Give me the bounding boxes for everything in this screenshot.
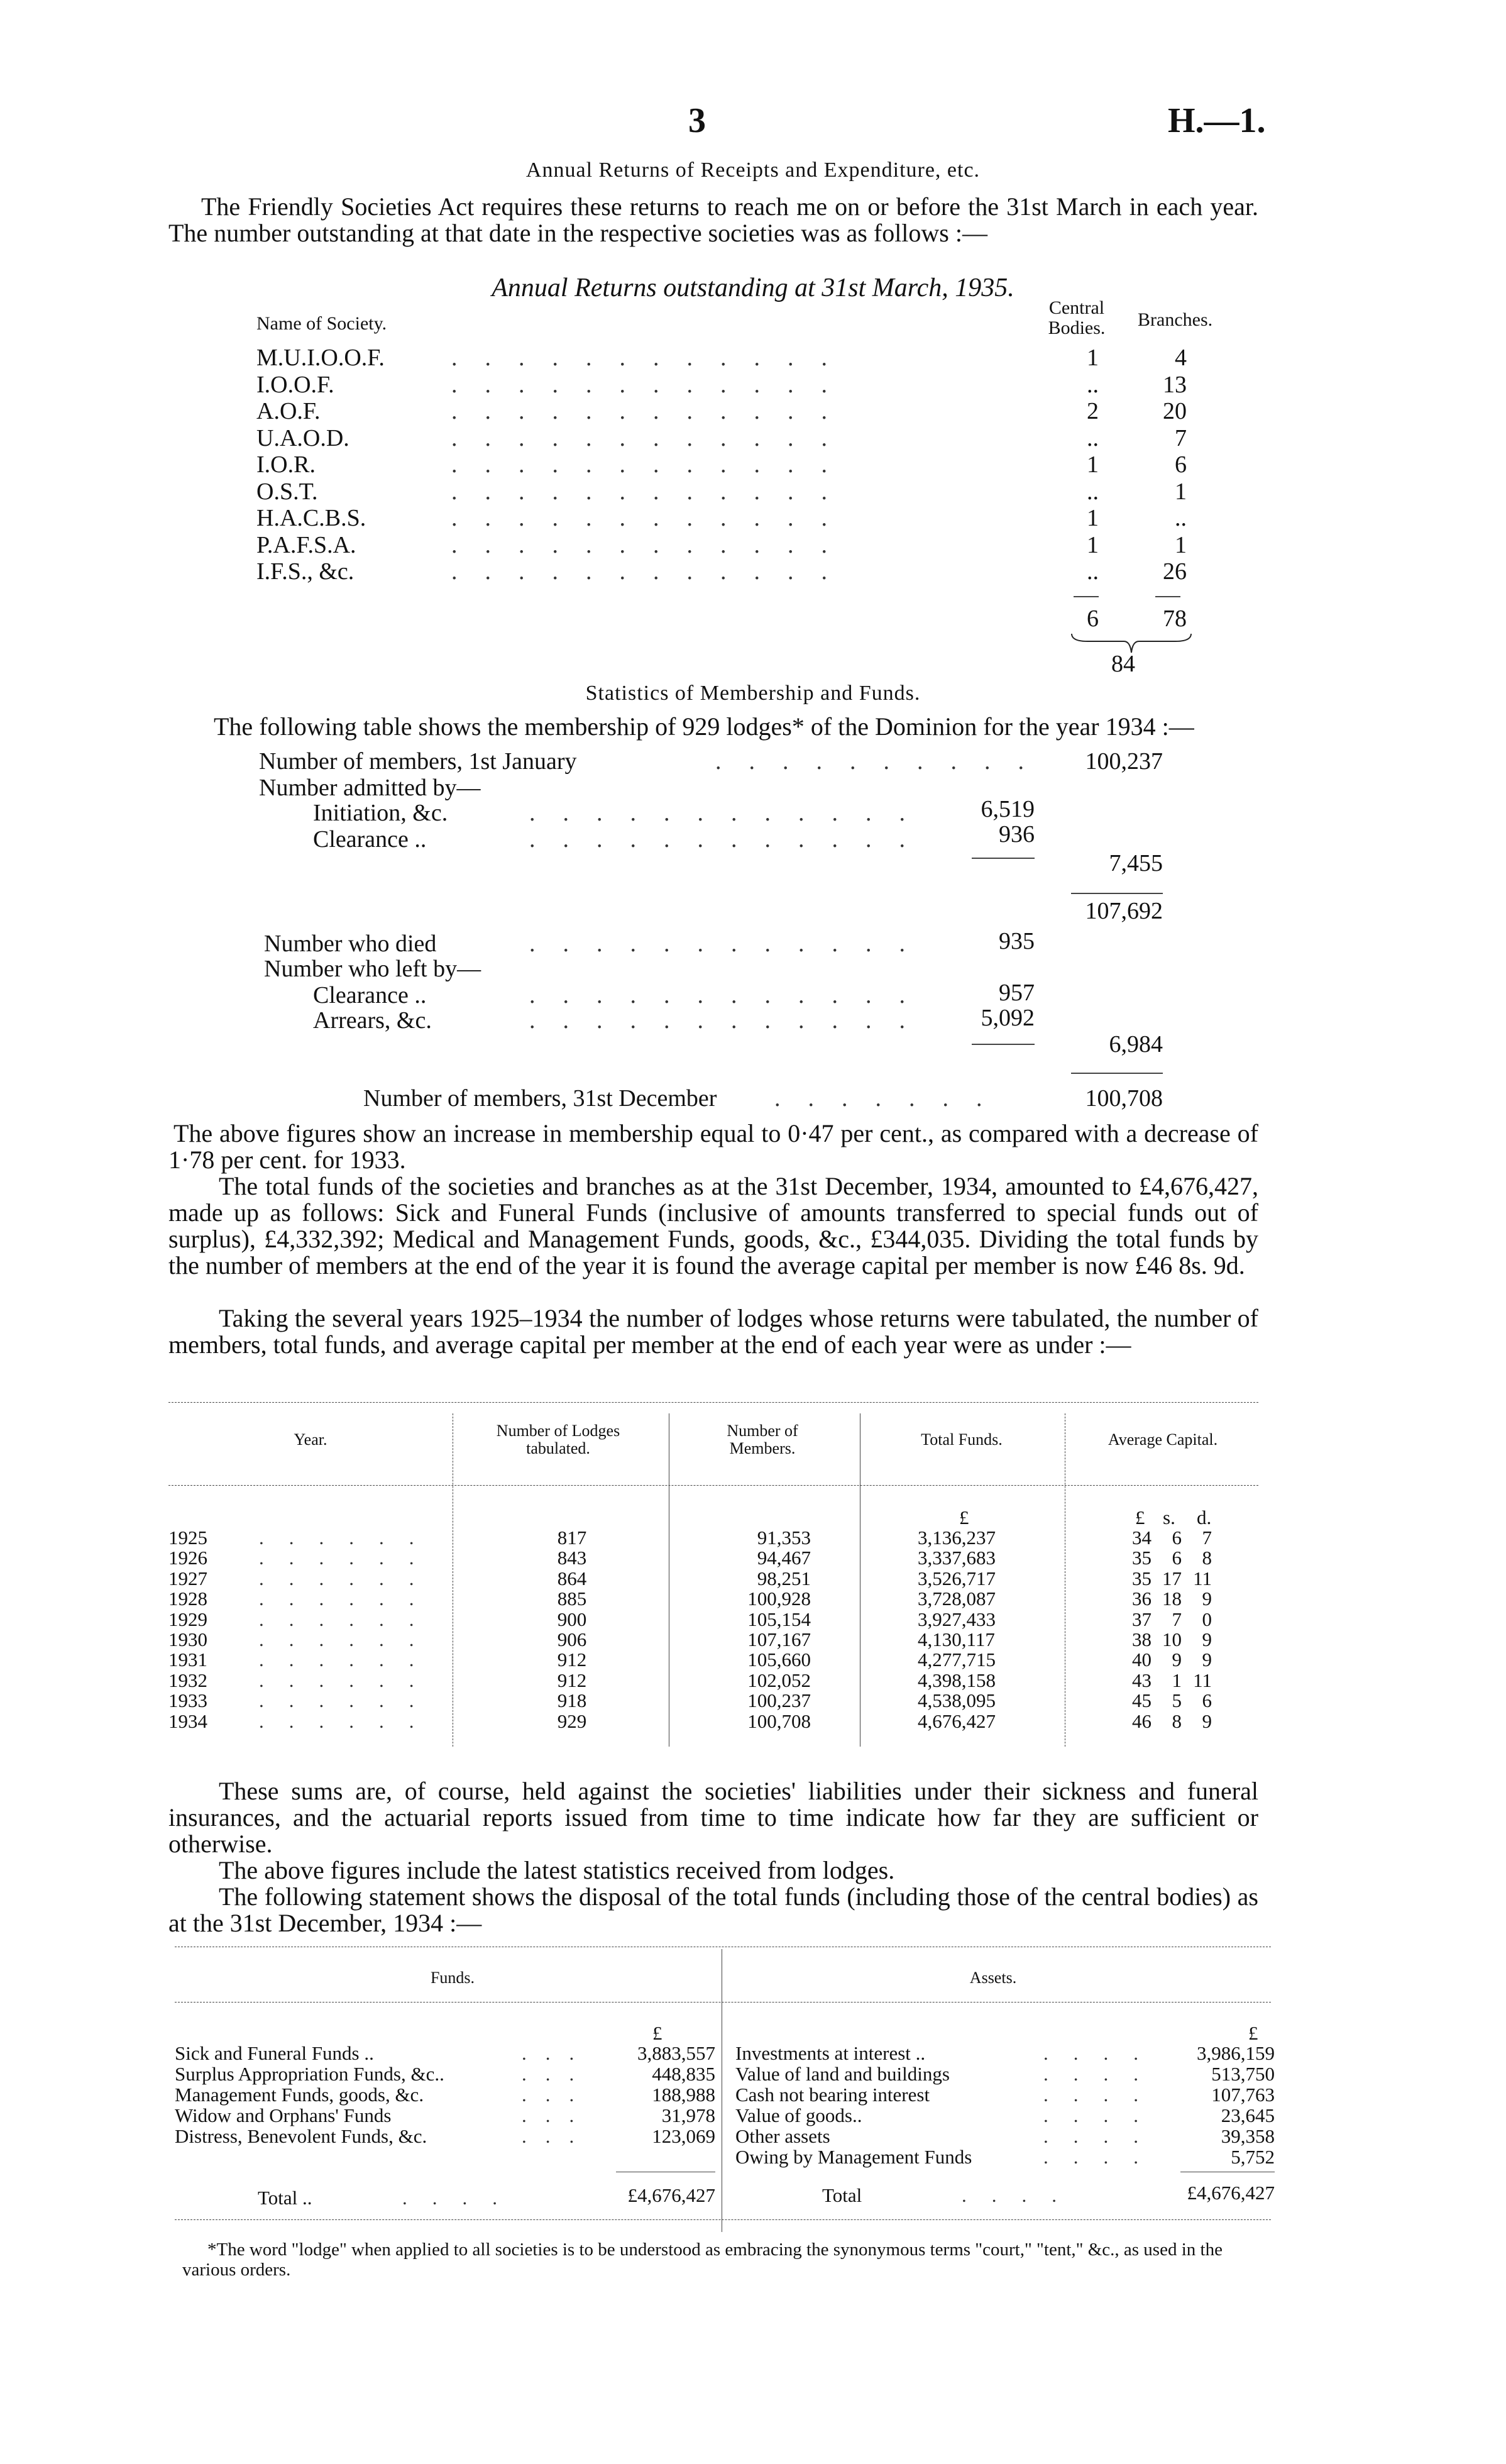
funds-cell: 4,398,158 (918, 1669, 996, 1691)
arrears-value: 5,092 (981, 1005, 1035, 1031)
capital-pounds-cell: 43 (1132, 1669, 1151, 1691)
dot-leader: ...... (259, 1608, 439, 1630)
funds-unit-col: £ (652, 2022, 662, 2044)
dot-leader: ............ (451, 371, 855, 398)
col-header-central: Central Bodies. (1048, 297, 1106, 338)
years-header-funds: Total Funds. (921, 1430, 1003, 1449)
clearance-out-label: Clearance .. (313, 982, 427, 1008)
dot-leader: ...... (259, 1710, 439, 1732)
initiation-value: 6,519 (981, 796, 1035, 822)
returns-row-branches: 26 (1163, 558, 1187, 585)
assets-total-value: £4,676,427 (1187, 2182, 1275, 2204)
asset-value: 107,763 (1211, 2084, 1275, 2106)
died-value: 935 (999, 928, 1035, 954)
funds-total-label: Total .. (258, 2187, 312, 2209)
asset-value: 5,752 (1231, 2146, 1275, 2168)
years-header-lodges: Number of Lodges tabulated. (496, 1422, 620, 1457)
returns-row-name: U.A.O.D. (256, 424, 349, 451)
dot-leader: ............ (451, 398, 855, 424)
returns-row-name: I.F.S., &c. (256, 558, 355, 585)
capital-pence-cell: 9 (1202, 1710, 1212, 1732)
latest-paragraph: The above figures include the latest statistics received from lodges. (219, 1856, 895, 1884)
membership-intro: The following table shows the membership of 929 lodges* of the Dominion for the year 1934 :— (214, 712, 1194, 741)
members-cell: 98,251 (757, 1567, 811, 1589)
returns-row-name: H.A.C.B.S. (256, 505, 366, 531)
lodges-cell: 912 (557, 1669, 587, 1691)
capital-shillings-cell: 5 (1172, 1689, 1182, 1712)
fund-value: 448,835 (652, 2063, 715, 2085)
capital-pence-cell: 9 (1202, 1588, 1212, 1610)
funds-cell: 3,526,717 (918, 1567, 996, 1589)
subtotal-value: 107,692 (1085, 898, 1163, 924)
returns-row-branches: 1 (1175, 478, 1187, 505)
capital-pence-cell: 11 (1193, 1567, 1212, 1589)
dot-leader: ............ (451, 531, 855, 558)
returns-row-central: 1 (1087, 345, 1099, 371)
returns-row-central: .. (1087, 424, 1099, 451)
members-cell: 105,154 (747, 1608, 811, 1630)
returns-row-branches: 1 (1175, 531, 1187, 558)
asset-label: Investments at interest .. (735, 2042, 926, 2064)
sums-paragraph: These sums are, of course, held against the societies' liabilities under their sickness and funeral insurances, and the actuarial reports issued from time to time indicate how far they are sufficient or otherwise. (168, 1777, 1258, 1858)
disposal-paragraph: The following statement shows the disposal of the total funds (including those of the central bodies) as at the 31st December, 1934 :— (168, 1882, 1258, 1937)
members-cell: 91,353 (757, 1527, 811, 1549)
funds-cell: 3,337,683 (918, 1547, 996, 1569)
capital-shillings-cell: 1 (1172, 1669, 1182, 1691)
years-header-capital: Average Capital. (1108, 1430, 1218, 1449)
admitted-label: Number admitted by— (259, 775, 481, 801)
lodges-cell: 817 (557, 1527, 587, 1549)
dot-leader: .... (1043, 2084, 1163, 2106)
capital-pence-cell: 11 (1193, 1669, 1212, 1691)
fund-label: Widow and Orphans' Funds (175, 2104, 392, 2126)
funds-cell: 3,136,237 (918, 1527, 996, 1549)
capital-pence-cell: 9 (1202, 1628, 1212, 1650)
returns-row-branches: 4 (1175, 345, 1187, 371)
returns-row-central: 1 (1087, 531, 1099, 558)
dot-leader: ............ (451, 424, 855, 451)
capital-shillings-cell: 7 (1172, 1608, 1182, 1630)
left-label: Number who left by— (264, 956, 481, 982)
dot-leader: ...... (259, 1588, 439, 1610)
asset-value: 23,645 (1221, 2104, 1275, 2126)
capital-pence-cell: 7 (1202, 1527, 1212, 1549)
capital-shillings-cell: 6 (1172, 1527, 1182, 1549)
section-title-annual-returns: Annual Returns of Receipts and Expenditure, etc. (525, 158, 981, 182)
dot-leader: ............ (451, 505, 855, 531)
died-label: Number who died (264, 931, 437, 957)
lodges-cell: 864 (557, 1567, 587, 1589)
lodges-cell: 843 (557, 1547, 587, 1569)
returns-row-branches: 7 (1175, 424, 1187, 451)
left-total: 6,984 (1109, 1031, 1163, 1058)
admitted-total: 7,455 (1109, 850, 1163, 876)
assets-unit-col: £ (1248, 2022, 1258, 2044)
year-cell: 1928 (168, 1588, 207, 1610)
asset-label: Value of land and buildings (735, 2063, 950, 2085)
years-paragraph: Taking the several years 1925–1934 the number of lodges whose returns were tabulated, the number of members, total funds, and average capital per member at the end of each year were as under :— (168, 1304, 1258, 1359)
asset-label: Cash not bearing interest (735, 2084, 930, 2106)
fund-label: Sick and Funeral Funds .. (175, 2042, 374, 2064)
returns-table-title: Annual Returns outstanding at 31st March, 1935. (492, 273, 1014, 302)
capital-shillings-cell: 8 (1172, 1710, 1182, 1732)
year-cell: 1927 (168, 1567, 207, 1589)
funds-header: Funds. (430, 1969, 475, 1987)
page-number: 3 (688, 101, 706, 140)
assets-header: Assets. (969, 1969, 1017, 1987)
clearance-in-label: Clearance .. (313, 826, 427, 853)
returns-row-central: 1 (1087, 451, 1099, 478)
dot-leader: .... (1043, 2104, 1163, 2126)
dot-leader: .... (1043, 2063, 1163, 2085)
returns-row-branches: 20 (1163, 398, 1187, 424)
dot-leader: .... (1043, 2042, 1163, 2064)
dot-leader: ............ (451, 345, 855, 371)
members-cell: 100,237 (747, 1689, 811, 1712)
clearance-out-value: 957 (999, 980, 1035, 1006)
members-dec-label: Number of members, 31st December (363, 1085, 717, 1112)
dot-leader: ... (522, 2042, 593, 2064)
returns-row-name: A.O.F. (256, 398, 321, 424)
returns-row-central: .. (1087, 478, 1099, 505)
members-cell: 94,467 (757, 1547, 811, 1569)
returns-row-name: O.S.T. (256, 478, 318, 505)
dot-leader: ...... (259, 1547, 439, 1569)
funds-cell: 3,728,087 (918, 1588, 996, 1610)
capital-pence-cell: 6 (1202, 1689, 1212, 1712)
lodges-cell: 906 (557, 1628, 587, 1650)
initiation-label: Initiation, &c. (313, 800, 448, 826)
capital-unit-pence: d. (1197, 1506, 1212, 1528)
members-cell: 100,928 (747, 1588, 811, 1610)
returns-row-branches: 6 (1175, 451, 1187, 478)
dot-leader: .... (1043, 2125, 1163, 2147)
fund-label: Distress, Benevolent Funds, &c. (175, 2125, 427, 2147)
capital-pounds-cell: 35 (1132, 1547, 1151, 1569)
col-header-name: Name of Society. (256, 313, 387, 334)
year-cell: 1925 (168, 1527, 207, 1549)
dot-leader: ... (522, 2084, 593, 2106)
capital-shillings-cell: 9 (1172, 1649, 1182, 1671)
capital-pence-cell: 8 (1202, 1547, 1212, 1569)
funds-cell: 3,927,433 (918, 1608, 996, 1630)
dot-leader: ............ (451, 478, 855, 505)
funds-paragraph: The total funds of the societies and branches as at the 31st December, 1934, amounted to £4,676,427, made up as follows: Sick and Funeral Funds (inclusive of amounts transferred to special funds out of surplus), £4,332,392; Medical and Management Funds, goods, &c., £344,035. Dividing the total funds by the number of members at the end of the year it is found the average capital per member is now £46 8s. 9d. (168, 1172, 1258, 1279)
funds-cell: 4,676,427 (918, 1710, 996, 1732)
capital-pounds-cell: 34 (1132, 1527, 1151, 1549)
lodges-cell: 918 (557, 1689, 587, 1712)
asset-value: 3,986,159 (1197, 2042, 1275, 2064)
members-dec-value: 100,708 (1085, 1085, 1163, 1112)
lodges-cell: 929 (557, 1710, 587, 1732)
assets-total-label: Total (822, 2184, 862, 2206)
dot-leader: ... (522, 2125, 593, 2147)
fund-label: Surplus Appropriation Funds, &c.. (175, 2063, 444, 2085)
arrears-label: Arrears, &c. (313, 1007, 432, 1034)
lodges-cell: 912 (557, 1649, 587, 1671)
returns-row-name: I.O.R. (256, 451, 316, 478)
increase-paragraph: The above figures show an increase in membership equal to 0·47 per cent., as compared with a decrease of 1·78 per cent. for 1933. (168, 1119, 1258, 1174)
fund-label: Management Funds, goods, &c. (175, 2084, 424, 2106)
returns-row-name: M.U.I.O.O.F. (256, 345, 385, 371)
capital-pounds-cell: 45 (1132, 1689, 1151, 1712)
asset-value: 39,358 (1221, 2125, 1275, 2147)
asset-label: Value of goods.. (735, 2104, 862, 2126)
dot-leader: ...... (259, 1628, 439, 1650)
funds-cell: 4,277,715 (918, 1649, 996, 1671)
members-jan-value: 100,237 (1085, 748, 1163, 775)
members-jan-label: Number of members, 1st January (259, 748, 577, 775)
returns-row-name: I.O.O.F. (256, 371, 334, 398)
year-cell: 1930 (168, 1628, 207, 1650)
capital-unit-shillings: s. (1163, 1506, 1175, 1528)
returns-row-branches: 13 (1163, 371, 1187, 398)
dot-leader: .... (1043, 2146, 1163, 2168)
funds-cell: 4,130,117 (918, 1628, 995, 1650)
total-branches: 78 (1163, 605, 1187, 632)
fund-value: 188,988 (652, 2084, 715, 2106)
asset-value: 513,750 (1211, 2063, 1275, 2085)
total-central: 6 (1087, 605, 1099, 632)
grand-total: 84 (1111, 651, 1135, 677)
dot-leader: ... (522, 2104, 593, 2126)
capital-pence-cell: 0 (1202, 1608, 1212, 1630)
dot-leader: ...... (259, 1649, 439, 1671)
dot-leader: ...... (259, 1669, 439, 1691)
year-cell: 1932 (168, 1669, 207, 1691)
members-cell: 100,708 (747, 1710, 811, 1732)
year-cell: 1934 (168, 1710, 207, 1732)
dot-leader: ............ (451, 558, 855, 585)
section-title-statistics: Statistics of Membership and Funds. (585, 682, 921, 705)
col-header-branches: Branches. (1138, 309, 1213, 330)
returns-row-central: 1 (1087, 505, 1099, 531)
years-header-year: Year. (294, 1430, 327, 1449)
fund-value: 3,883,557 (637, 2042, 715, 2064)
page-code: H.—1. (1168, 101, 1266, 140)
funds-total-value: £4,676,427 (627, 2184, 715, 2206)
capital-pounds-cell: 46 (1132, 1710, 1151, 1732)
capital-unit-pounds: £ (1135, 1506, 1145, 1528)
members-cell: 102,052 (747, 1669, 811, 1691)
capital-pounds-cell: 37 (1132, 1608, 1151, 1630)
year-cell: 1929 (168, 1608, 207, 1630)
lodges-cell: 900 (557, 1608, 587, 1630)
capital-pounds-cell: 38 (1132, 1628, 1151, 1650)
capital-shillings-cell: 10 (1162, 1628, 1182, 1650)
asset-label: Other assets (735, 2125, 830, 2147)
fund-value: 31,978 (661, 2104, 715, 2126)
fund-value: 123,069 (652, 2125, 715, 2147)
capital-pounds-cell: 40 (1132, 1649, 1151, 1671)
members-cell: 105,660 (747, 1649, 811, 1671)
intro-paragraph: The Friendly Societies Act requires these returns to reach me on or before the 31st March in each year. The number outstanding at that date in the respective societies was as follows :— (168, 192, 1258, 247)
dot-leader: ...... (259, 1567, 439, 1589)
footnote: *The word "lodge" when applied to all societies is to be understood as embracing the synonymous terms "court," "tent," &c., as used in the various orders. (182, 2240, 1223, 2280)
dot-leader: ...... (259, 1527, 439, 1549)
capital-pence-cell: 9 (1202, 1649, 1212, 1671)
capital-shillings-cell: 17 (1162, 1567, 1182, 1589)
years-header-members: Number of Members. (727, 1422, 798, 1457)
year-cell: 1933 (168, 1689, 207, 1712)
returns-row-central: .. (1087, 371, 1099, 398)
funds-unit: £ (959, 1506, 969, 1528)
members-cell: 107,167 (747, 1628, 811, 1650)
dot-leader: ............ (451, 451, 855, 478)
capital-shillings-cell: 18 (1162, 1588, 1182, 1610)
capital-pounds-cell: 36 (1132, 1588, 1151, 1610)
dot-leader: ... (522, 2063, 593, 2085)
returns-row-central: 2 (1087, 398, 1099, 424)
lodges-cell: 885 (557, 1588, 587, 1610)
returns-row-name: P.A.F.S.A. (256, 531, 356, 558)
capital-shillings-cell: 6 (1172, 1547, 1182, 1569)
returns-row-central: .. (1087, 558, 1099, 585)
dot-leader: ...... (259, 1689, 439, 1712)
funds-cell: 4,538,095 (918, 1689, 996, 1712)
clearance-in-value: 936 (999, 821, 1035, 848)
year-cell: 1931 (168, 1649, 207, 1671)
capital-pounds-cell: 35 (1132, 1567, 1151, 1589)
asset-label: Owing by Management Funds (735, 2146, 972, 2168)
year-cell: 1926 (168, 1547, 207, 1569)
returns-row-branches: .. (1175, 505, 1187, 531)
